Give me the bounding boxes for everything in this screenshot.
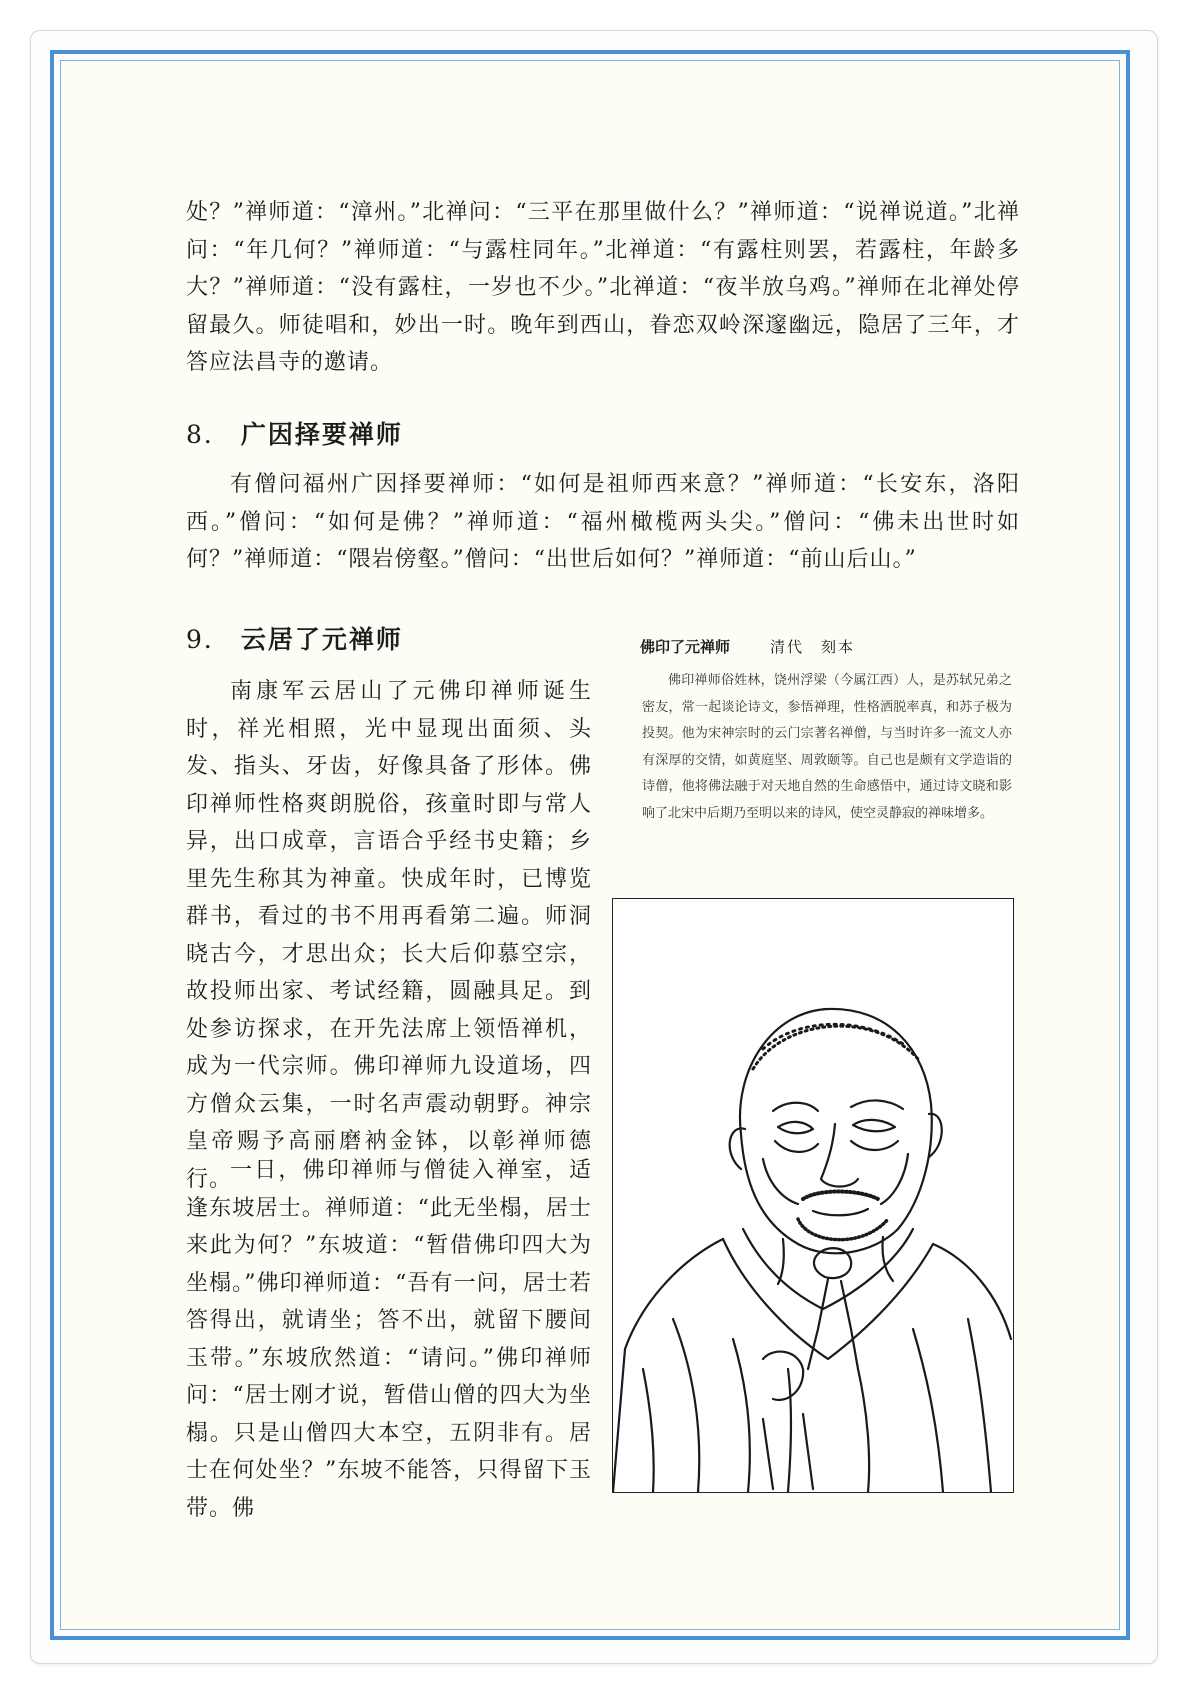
section-8-body: 有僧问福州广因择要禅师：“如何是祖师西来意？”禅师道：“长安东，洛阳西。”僧问：“如何是佛？”禅师道：“福州橄榄两头尖。”僧问：“佛未出世时如何？”禅师道：“隈岩傍壑。”僧问：“出世后如何？”禅师道：“前山后山。” (186, 472, 1020, 572)
section-8-heading (186, 415, 403, 451)
section-8-title: 广因择要禅师 (240, 420, 403, 449)
section-9-title: 云居了元禅师 (240, 625, 403, 654)
section-9-number: 9． (186, 625, 231, 654)
portrait-illustration (613, 899, 1013, 1492)
section-9-body-1: 南康军云居山了元佛印禅师诞生时，祥光相照，光中显现出面须、头发、指头、牙齿，好像具备了形体。佛印禅师性格爽朗脱俗，孩童时即与常人异，出口成章，言语合乎经书史籍；乡里先生称其为神童。快成年时，已博览群书，看过的书不用再看第二遍。师洞晓古今，才思出众；长大后仰慕空宗，故投师出家、考试经籍，圆融具足。到处参访探求，在开先法席上领悟禅机，成为一代宗师。佛印禅师九设道场，四方僧众云集，一时名声震动朝野。神宗皇帝赐予高丽磨衲金钵，以彰禅师德行。 (186, 679, 592, 1192)
monk-portrait-woodcut (612, 898, 1014, 1493)
figure-caption-text: 佛印禅师俗姓林，饶州浮梁（今属江西）人，是苏轼兄弟之密友，常一起谈论诗文，参悟禅理，性格洒脱率真，和苏子极为投契。他为宋神宗时的云门宗著名禅僧，与当时许多一流文人亦有深厚的交情，如黄庭坚、周敦颐等。自己也是颇有文学造诣的诗僧，他将佛法融于对天地自然的生命感悟中，通过诗文晓和影响了北宋中后期乃至明以来的诗风，使空灵静寂的禅味增多。 (642, 673, 1012, 821)
section-9-body-2: 一日，佛印禅师与僧徒入禅室，适逢东坡居士。禅师道：“此无坐榻，居士来此为何？”东坡道：“暂借佛印四大为坐榻。”佛印禅师道：“吾有一问，居士若答得出，就请坐；答不出，就留下腰间玉带。”东坡欣然道：“请问。”佛印禅师问：“居士刚才说，暂借山僧的四大为坐榻。只是山僧四大本空，五阴非有。居士在何处坐？”东坡不能答，只得留下玉带。佛 (186, 1158, 592, 1521)
section-9-heading (186, 620, 403, 656)
figure-caption-era: 清代 刻本 (770, 638, 856, 656)
section-8-number: 8． (186, 420, 231, 449)
paragraph-continued: 处？”禅师道：“漳州。”北禅问：“三平在那里做什么？”禅师道：“说禅说道。”北禅问：“年几何？”禅师道：“与露柱同年。”北禅道：“有露柱则罢，若露柱，年龄多大？”禅师道：“没有露柱，一岁也不少。”北禅道：“夜半放乌鸡。”禅师在北禅处停留最久。师徒唱和，妙出一时。晚年到西山，眷恋双岭深邃幽远，隐居了三年，才答应法昌寺的邀请。 (186, 200, 1020, 375)
figure-caption-name: 佛印了元禅师 (640, 638, 731, 656)
figure-caption-title (640, 636, 855, 657)
